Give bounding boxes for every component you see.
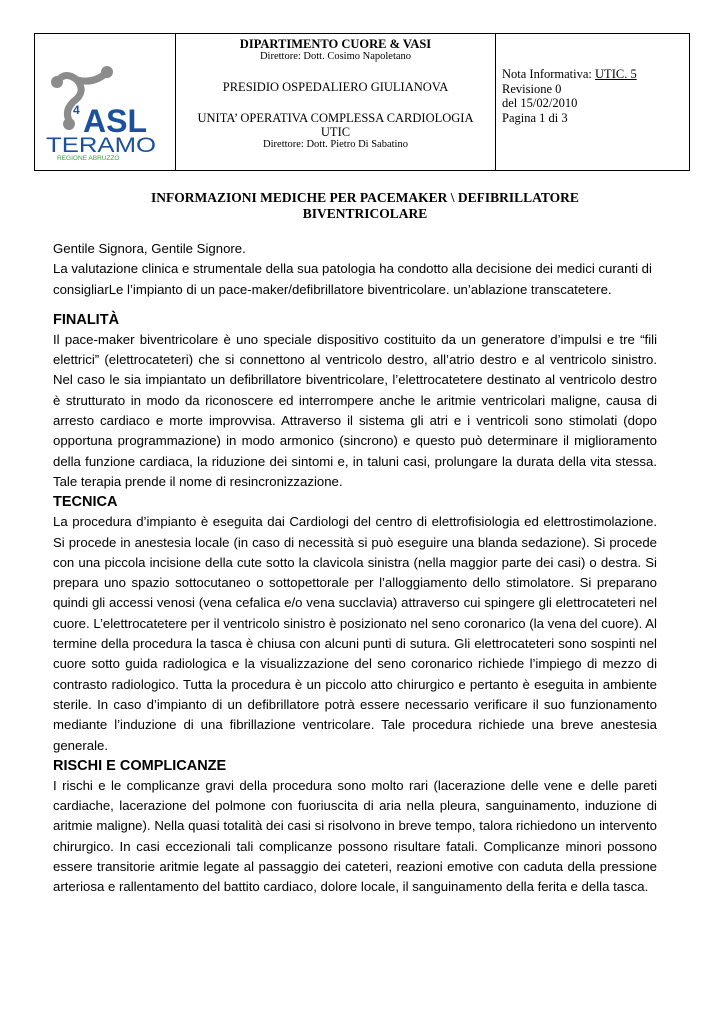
document-header — [34, 33, 690, 171]
document-body — [53, 239, 657, 898]
title-line-1: INFORMAZIONI MEDICHE PER PACEMAKER \ DEFIBRILLATORE — [151, 190, 579, 205]
department-info — [176, 34, 496, 170]
department-name: DIPARTIMENTO CUORE & VASI — [239, 37, 432, 51]
greeting: Gentile Signora, Gentile Signore. — [53, 241, 246, 256]
note-line — [502, 67, 689, 82]
heading-rischi: RISCHI E COMPLICANZE — [53, 757, 227, 774]
logo-cell — [35, 34, 176, 170]
svg-text:TERAMO: TERAMO — [46, 134, 156, 157]
intro-paragraph: La valutazione clinica e strumentale della sua patologia ha condotto alla decisione dei medici curanti di consigliarLe l’impianto di un pace-maker/defibrillatore biventricolare. un’ablazione transcatetere. — [53, 261, 652, 297]
svg-text:ASL: ASL — [83, 103, 147, 139]
document-meta — [496, 34, 689, 170]
note-label: Nota Informativa: — [502, 67, 596, 81]
page-number: Pagina 1 di 3 — [502, 110, 568, 125]
revision-date: del 15/02/2010 — [502, 96, 578, 110]
paragraph-finalita: Il pace-maker biventricolare è uno speciale dispositivo costituito da un generatore d’impulsi e tre “fili elettrici” (elettrocateteri) che si connettono al ventricolo destro, all’atrio destro e al ventricolo sinistro. Nel caso le sia impiantato un defibrillatore biventricolare, l’elettrocatetere destinato al ventricolo destro è strutturato in modo da riconoscere ed interrompere anche le aritmie ventricolari maligne, causa di arresto cardiaco e morte improvvisa. Attraverso il sistema gli atri e i ventricoli sono stimolati (dopo opportuna programmazione) in modo armonico (sincrono) e questo può determinare il miglioramento della funzione cardiaca, la riduzione dei sintomi e, in taluni casi, prolungare la durata della vita stessa. Tale terapia prende il nome di resincronizzazione. — [53, 331, 657, 489]
paragraph-tecnica: La procedura d’impianto è eseguita dai Cardiologi del centro di elettrofisiologia ed elettrostimolazione. Si procede in anestesia locale (in caso di necessità si può eseguire una blanda sedazione). Si procede con una piccola incisione della cute sotto la clavicola sinistra (nella maggior parte dei casi) o destra. Si prepara uno spazio sottocutaneo o sottopettorale per l’alloggiamento dello stimolatore. Si preparano quindi gli accessi venosi (vena cefalica e/o vena succlavia) attraverso cui spingere gli elettrocateteri nel cuore. L’elettrocatetere per il ventricolo sinistro è posizionato nel seno coronarico (la vena del cuore). Al termine della procedura la tasca è chiusa con alcuni punti di sutura. Gli elettrocateteri sono sospinti nel cuore sotto guida radiologica e la visualizzazione del seno coronarico richiede l’impiego di mezzo di contrasto radiologico. Tutta la procedura è un piccolo atto chirurgico e pertanto è eseguita in ambiente sterile. In caso d’impianto di un defibrillatore potrà essere necessario verificare il suo funzionamento mediante l’induzione di una fibrillazione ventricolare. Tale procedura richiede una breve anestesia generale. — [53, 514, 657, 753]
note-code: UTIC. 5 — [595, 67, 637, 81]
title-line-2: BIVENTRICOLARE — [302, 206, 428, 221]
heading-finalita: FINALITÀ — [53, 311, 120, 328]
svg-text:REGIONE ABRUZZO: REGIONE ABRUZZO — [57, 155, 120, 162]
paragraph-rischi: I rischi e le complicanze gravi della procedura sono molto rari (lacerazione delle vene e delle pareti cardiache, lacerazione del polmone con fuoriuscita di aria nella pleura, sanguinamento, induzione di aritmie maligne). Nella quasi totalità dei casi si risolvono in breve tempo, talora richiedono un intervento chirurgico. In casi eccezionali tali complicanze possono risultare fatali. Complicanze minori possono essere transitorie aritmie legate al passaggio dei cateteri, reazioni emotive con caduta della pressione arteriosa e rallentamento del battito cardiaco, dolore locale, il sanguinamento della ferita e della tasca. — [53, 777, 657, 895]
asl-teramo-logo — [43, 52, 163, 162]
hospital-name: PRESIDIO OSPEDALIERO GIULIANOVA — [222, 80, 449, 94]
unit-name: UNITA’ OPERATIVA COMPLESSA CARDIOLOGIA — [197, 111, 474, 125]
unit-name-2: UTIC — [320, 125, 351, 139]
department-director: Direttore: Dott. Cosimo Napoletano — [259, 51, 412, 62]
document-title — [60, 190, 670, 222]
revision: Revisione 0 — [502, 81, 562, 96]
heading-tecnica: TECNICA — [53, 494, 118, 511]
unit-director: Direttore: Dott. Pietro Di Sabatino — [263, 139, 408, 150]
svg-text:4: 4 — [73, 103, 80, 117]
